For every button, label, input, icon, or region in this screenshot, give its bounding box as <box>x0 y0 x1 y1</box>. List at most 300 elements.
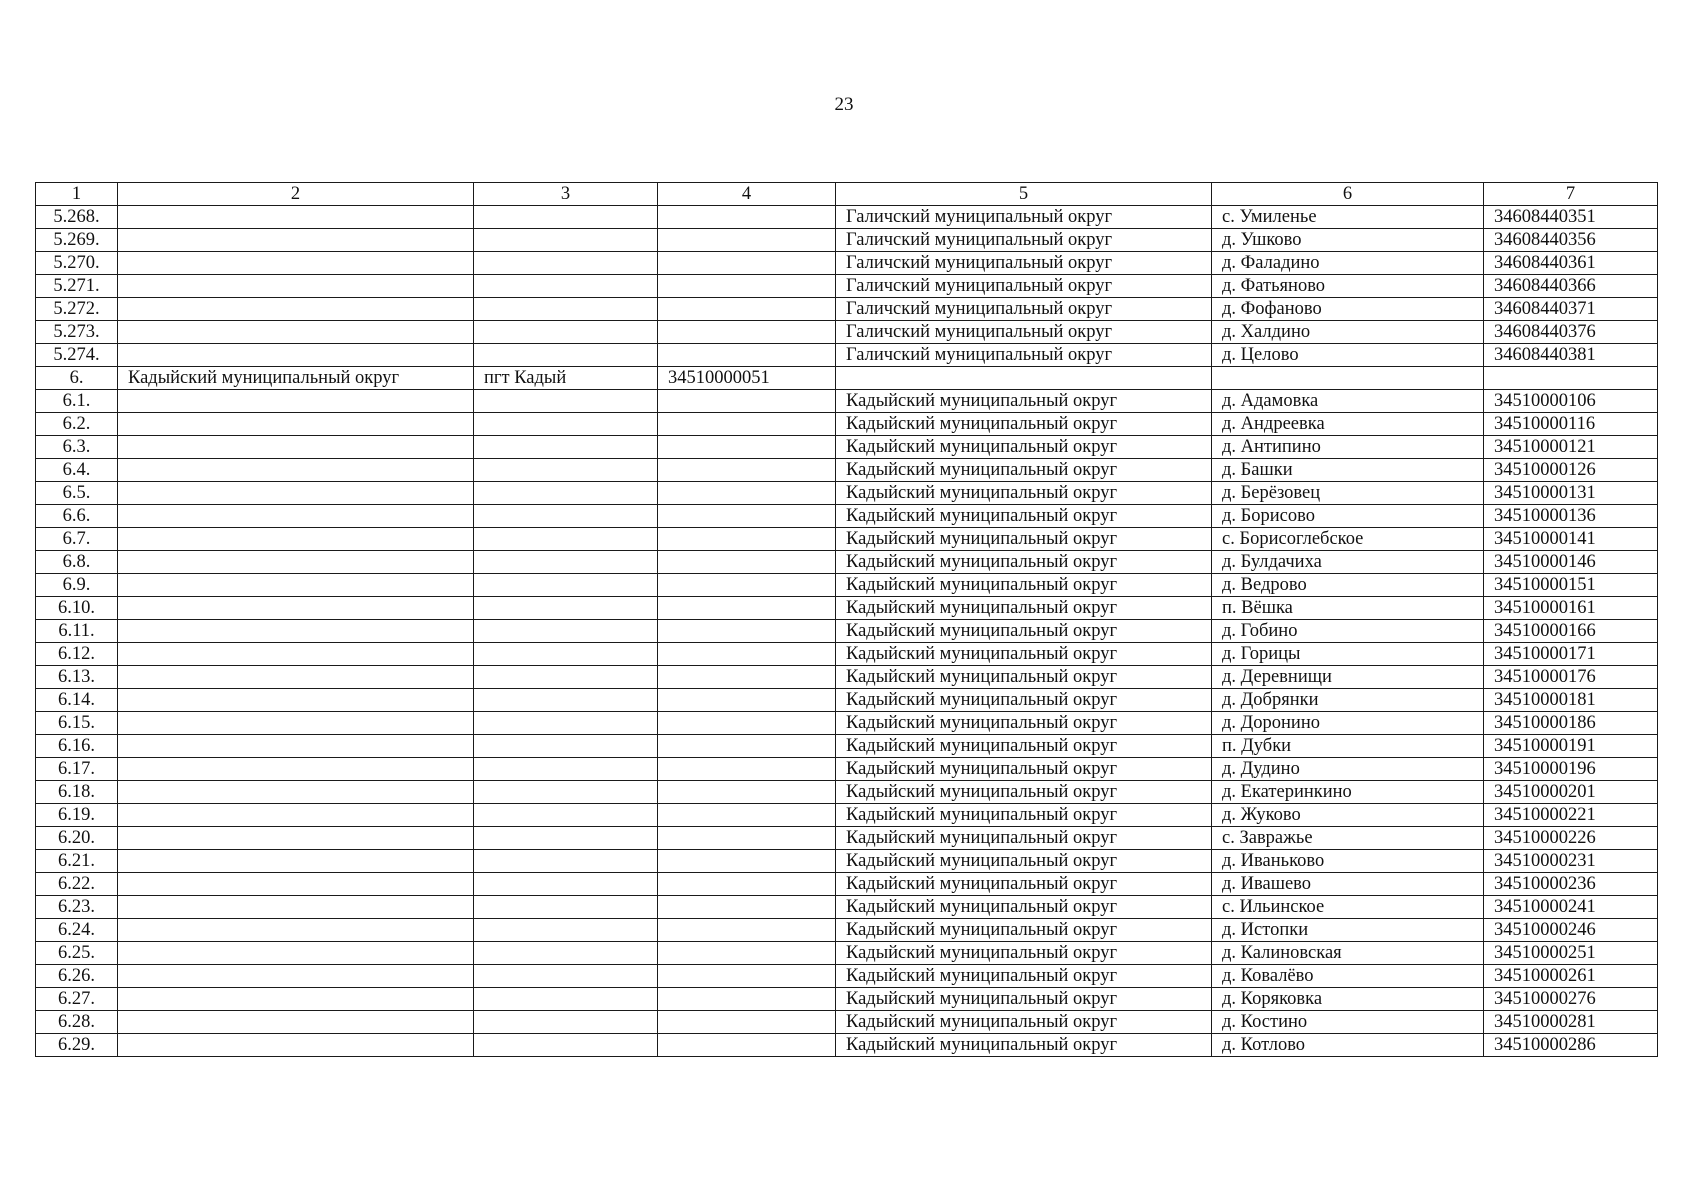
settlement-name-cell: д. Берёзовец <box>1212 482 1484 505</box>
district-code-cell <box>658 505 836 528</box>
district-code-cell <box>658 597 836 620</box>
admin-center-cell <box>474 275 658 298</box>
settlement-code-cell: 34510000191 <box>1484 735 1658 758</box>
settlement-name-cell: с. Умиленье <box>1212 206 1484 229</box>
district-code-cell <box>658 689 836 712</box>
settlement-code-cell: 34510000261 <box>1484 965 1658 988</box>
district-name-cell: Кадыйский муниципальный округ <box>118 367 474 390</box>
district-name-cell <box>118 689 474 712</box>
row-number-cell: 5.269. <box>36 229 118 252</box>
settlement-code-cell <box>1484 367 1658 390</box>
admin-center-cell <box>474 390 658 413</box>
table-row <box>36 689 1658 712</box>
settlement-code-cell: 34510000181 <box>1484 689 1658 712</box>
settlement-code-cell: 34510000106 <box>1484 390 1658 413</box>
municipality-name-cell: Галичский муниципальный округ <box>836 298 1212 321</box>
settlement-name-cell: д. Истопки <box>1212 919 1484 942</box>
admin-center-cell <box>474 689 658 712</box>
admin-center-cell <box>474 1034 658 1057</box>
settlement-code-cell: 34510000151 <box>1484 574 1658 597</box>
row-number-cell: 6.18. <box>36 781 118 804</box>
district-name-cell <box>118 873 474 896</box>
settlement-code-cell: 34608440351 <box>1484 206 1658 229</box>
settlement-code-cell: 34510000221 <box>1484 804 1658 827</box>
settlement-name-cell: д. Фатьяново <box>1212 275 1484 298</box>
table-row <box>36 505 1658 528</box>
settlement-name-cell: д. Ведрово <box>1212 574 1484 597</box>
settlement-code-cell: 34510000281 <box>1484 1011 1658 1034</box>
settlement-name-cell: д. Доронино <box>1212 712 1484 735</box>
district-code-cell <box>658 413 836 436</box>
municipality-name-cell: Кадыйский муниципальный округ <box>836 988 1212 1011</box>
district-name-cell <box>118 344 474 367</box>
settlement-code-cell: 34510000176 <box>1484 666 1658 689</box>
row-number-cell: 6.28. <box>36 1011 118 1034</box>
settlement-code-cell: 34510000126 <box>1484 459 1658 482</box>
settlement-name-cell: д. Адамовка <box>1212 390 1484 413</box>
district-code-cell <box>658 919 836 942</box>
municipality-name-cell: Галичский муниципальный округ <box>836 252 1212 275</box>
settlement-name-cell <box>1212 367 1484 390</box>
admin-center-cell <box>474 942 658 965</box>
district-code-cell <box>658 436 836 459</box>
row-number-cell: 6.17. <box>36 758 118 781</box>
settlement-name-cell: д. Гобино <box>1212 620 1484 643</box>
district-code-cell <box>658 459 836 482</box>
settlement-name-cell: д. Деревнищи <box>1212 666 1484 689</box>
row-number-cell: 6.23. <box>36 896 118 919</box>
district-name-cell <box>118 482 474 505</box>
district-name-cell <box>118 551 474 574</box>
row-number-cell: 6.27. <box>36 988 118 1011</box>
row-number-cell: 5.268. <box>36 206 118 229</box>
municipality-name-cell: Кадыйский муниципальный округ <box>836 1011 1212 1034</box>
district-code-cell <box>658 390 836 413</box>
row-number-cell: 6.8. <box>36 551 118 574</box>
settlement-code-cell: 34608440376 <box>1484 321 1658 344</box>
table-row <box>36 781 1658 804</box>
column-header: 3 <box>474 183 658 206</box>
district-name-cell <box>118 1011 474 1034</box>
municipality-name-cell: Кадыйский муниципальный округ <box>836 597 1212 620</box>
municipality-name-cell: Кадыйский муниципальный округ <box>836 873 1212 896</box>
table-row <box>36 321 1658 344</box>
admin-center-cell <box>474 528 658 551</box>
settlement-code-cell: 34510000121 <box>1484 436 1658 459</box>
settlement-name-cell: д. Фаладино <box>1212 252 1484 275</box>
district-code-cell <box>658 229 836 252</box>
settlement-name-cell: д. Иваньково <box>1212 850 1484 873</box>
row-number-cell: 5.274. <box>36 344 118 367</box>
district-code-cell <box>658 735 836 758</box>
municipality-name-cell: Кадыйский муниципальный округ <box>836 459 1212 482</box>
municipality-name-cell: Кадыйский муниципальный округ <box>836 505 1212 528</box>
table-row <box>36 758 1658 781</box>
district-code-cell <box>658 712 836 735</box>
table-row <box>36 528 1658 551</box>
district-name-cell <box>118 321 474 344</box>
row-number-cell: 6.7. <box>36 528 118 551</box>
column-header: 5 <box>836 183 1212 206</box>
settlement-code-cell: 34510000231 <box>1484 850 1658 873</box>
row-number-cell: 6.12. <box>36 643 118 666</box>
settlement-name-cell: д. Ковалёво <box>1212 965 1484 988</box>
table-row <box>36 367 1658 390</box>
municipality-name-cell: Кадыйский муниципальный округ <box>836 919 1212 942</box>
municipality-name-cell: Кадыйский муниципальный округ <box>836 643 1212 666</box>
district-code-cell <box>658 988 836 1011</box>
settlement-name-cell: д. Борисово <box>1212 505 1484 528</box>
settlement-name-cell: д. Халдино <box>1212 321 1484 344</box>
table-row <box>36 896 1658 919</box>
municipality-name-cell: Галичский муниципальный округ <box>836 206 1212 229</box>
municipality-name-cell: Галичский муниципальный округ <box>836 275 1212 298</box>
settlement-code-cell: 34510000186 <box>1484 712 1658 735</box>
table-row <box>36 436 1658 459</box>
settlement-code-cell: 34510000241 <box>1484 896 1658 919</box>
admin-center-cell <box>474 620 658 643</box>
district-name-cell <box>118 252 474 275</box>
district-name-cell <box>118 436 474 459</box>
district-name-cell <box>118 574 474 597</box>
municipality-name-cell: Кадыйский муниципальный округ <box>836 804 1212 827</box>
district-code-cell <box>658 1034 836 1057</box>
district-code-cell <box>658 942 836 965</box>
admin-center-cell <box>474 827 658 850</box>
admin-center-cell <box>474 804 658 827</box>
admin-center-cell <box>474 643 658 666</box>
settlement-code-cell: 34510000161 <box>1484 597 1658 620</box>
district-code-cell <box>658 758 836 781</box>
row-number-cell: 6.4. <box>36 459 118 482</box>
table-row <box>36 1034 1658 1057</box>
admin-center-cell <box>474 781 658 804</box>
district-name-cell <box>118 919 474 942</box>
settlement-code-cell: 34510000116 <box>1484 413 1658 436</box>
admin-center-cell <box>474 505 658 528</box>
admin-center-cell <box>474 298 658 321</box>
settlement-code-cell: 34510000136 <box>1484 505 1658 528</box>
admin-center-cell <box>474 965 658 988</box>
row-number-cell: 6. <box>36 367 118 390</box>
table-row <box>36 919 1658 942</box>
row-number-cell: 5.272. <box>36 298 118 321</box>
settlement-name-cell: д. Андреевка <box>1212 413 1484 436</box>
municipality-name-cell: Кадыйский муниципальный округ <box>836 689 1212 712</box>
district-name-cell <box>118 505 474 528</box>
table-row <box>36 712 1658 735</box>
settlement-name-cell: д. Булдачиха <box>1212 551 1484 574</box>
district-name-cell <box>118 275 474 298</box>
admin-center-cell <box>474 758 658 781</box>
settlement-name-cell: д. Ушково <box>1212 229 1484 252</box>
table-row <box>36 298 1658 321</box>
column-header: 7 <box>1484 183 1658 206</box>
settlement-code-cell: 34510000246 <box>1484 919 1658 942</box>
table-row <box>36 390 1658 413</box>
municipality-name-cell: Кадыйский муниципальный округ <box>836 965 1212 988</box>
district-code-cell <box>658 321 836 344</box>
settlement-name-cell: д. Екатеринкино <box>1212 781 1484 804</box>
settlement-code-cell: 34510000226 <box>1484 827 1658 850</box>
municipality-name-cell: Кадыйский муниципальный округ <box>836 574 1212 597</box>
row-number-cell: 5.270. <box>36 252 118 275</box>
district-code-cell <box>658 252 836 275</box>
table-row <box>36 965 1658 988</box>
settlement-name-cell: д. Добрянки <box>1212 689 1484 712</box>
table-row <box>36 574 1658 597</box>
settlement-code-cell: 34510000196 <box>1484 758 1658 781</box>
district-name-cell <box>118 459 474 482</box>
district-code-cell <box>658 873 836 896</box>
settlement-name-cell: д. Ивашево <box>1212 873 1484 896</box>
admin-center-cell <box>474 988 658 1011</box>
row-number-cell: 6.2. <box>36 413 118 436</box>
settlement-code-cell: 34608440366 <box>1484 275 1658 298</box>
settlement-code-cell: 34510000141 <box>1484 528 1658 551</box>
municipality-name-cell: Кадыйский муниципальный округ <box>836 620 1212 643</box>
district-name-cell <box>118 298 474 321</box>
admin-center-cell: пгт Кадый <box>474 367 658 390</box>
row-number-cell: 6.21. <box>36 850 118 873</box>
row-number-cell: 6.13. <box>36 666 118 689</box>
district-code-cell <box>658 827 836 850</box>
settlement-code-cell: 34510000201 <box>1484 781 1658 804</box>
district-name-cell <box>118 735 474 758</box>
district-name-cell <box>118 229 474 252</box>
municipality-name-cell: Кадыйский муниципальный округ <box>836 666 1212 689</box>
table-row <box>36 735 1658 758</box>
district-name-cell <box>118 804 474 827</box>
settlement-code-cell: 34608440371 <box>1484 298 1658 321</box>
page-number: 23 <box>834 94 854 115</box>
district-name-cell <box>118 620 474 643</box>
admin-center-cell <box>474 229 658 252</box>
district-name-cell <box>118 643 474 666</box>
settlement-code-cell: 34510000236 <box>1484 873 1658 896</box>
table-row <box>36 551 1658 574</box>
district-code-cell <box>658 551 836 574</box>
admin-center-cell <box>474 206 658 229</box>
municipality-name-cell: Кадыйский муниципальный округ <box>836 528 1212 551</box>
settlement-code-cell: 34510000166 <box>1484 620 1658 643</box>
district-code-cell <box>658 206 836 229</box>
column-header: 4 <box>658 183 836 206</box>
municipality-name-cell: Кадыйский муниципальный округ <box>836 551 1212 574</box>
district-name-cell <box>118 781 474 804</box>
settlement-name-cell: п. Вёшка <box>1212 597 1484 620</box>
district-code-cell <box>658 965 836 988</box>
table-row <box>36 252 1658 275</box>
admin-center-cell <box>474 413 658 436</box>
table-row <box>36 229 1658 252</box>
district-code-cell <box>658 482 836 505</box>
row-number-cell: 6.29. <box>36 1034 118 1057</box>
district-code-cell <box>658 666 836 689</box>
row-number-cell: 6.11. <box>36 620 118 643</box>
settlement-name-cell: д. Целово <box>1212 344 1484 367</box>
row-number-cell: 5.273. <box>36 321 118 344</box>
row-number-cell: 6.5. <box>36 482 118 505</box>
row-number-cell: 6.19. <box>36 804 118 827</box>
table-row <box>36 804 1658 827</box>
table-row <box>36 850 1658 873</box>
municipality-name-cell: Кадыйский муниципальный округ <box>836 850 1212 873</box>
district-name-cell <box>118 942 474 965</box>
row-number-cell: 6.26. <box>36 965 118 988</box>
municipality-name-cell: Галичский муниципальный округ <box>836 344 1212 367</box>
settlement-name-cell: с. Ильинское <box>1212 896 1484 919</box>
settlement-name-cell: д. Антипино <box>1212 436 1484 459</box>
municipality-name-cell: Кадыйский муниципальный округ <box>836 735 1212 758</box>
settlement-name-cell: с. Завражье <box>1212 827 1484 850</box>
settlement-name-cell: д. Костино <box>1212 1011 1484 1034</box>
municipality-name-cell: Галичский муниципальный округ <box>836 321 1212 344</box>
district-name-cell <box>118 528 474 551</box>
admin-center-cell <box>474 344 658 367</box>
district-name-cell <box>118 390 474 413</box>
row-number-cell: 6.22. <box>36 873 118 896</box>
row-number-cell: 6.25. <box>36 942 118 965</box>
row-number-cell: 6.15. <box>36 712 118 735</box>
settlement-code-cell: 34608440361 <box>1484 252 1658 275</box>
district-name-cell <box>118 850 474 873</box>
district-code-cell <box>658 344 836 367</box>
settlement-name-cell: д. Жуково <box>1212 804 1484 827</box>
settlement-code-cell: 34510000276 <box>1484 988 1658 1011</box>
admin-center-cell <box>474 321 658 344</box>
municipality-name-cell: Кадыйский муниципальный округ <box>836 712 1212 735</box>
table-row <box>36 413 1658 436</box>
admin-center-cell <box>474 919 658 942</box>
table-row <box>36 643 1658 666</box>
table-body <box>36 206 1658 1057</box>
district-name-cell <box>118 896 474 919</box>
district-code-cell <box>658 643 836 666</box>
table-row <box>36 1011 1658 1034</box>
admin-center-cell <box>474 1011 658 1034</box>
table-row <box>36 344 1658 367</box>
district-name-cell <box>118 758 474 781</box>
settlement-code-cell: 34510000171 <box>1484 643 1658 666</box>
admin-center-cell <box>474 597 658 620</box>
row-number-cell: 6.3. <box>36 436 118 459</box>
admin-center-cell <box>474 712 658 735</box>
row-number-cell: 6.9. <box>36 574 118 597</box>
table-row <box>36 942 1658 965</box>
table-row <box>36 206 1658 229</box>
table-row <box>36 275 1658 298</box>
settlement-code-cell: 34510000146 <box>1484 551 1658 574</box>
row-number-cell: 6.20. <box>36 827 118 850</box>
settlement-name-cell: п. Дубки <box>1212 735 1484 758</box>
district-name-cell <box>118 597 474 620</box>
admin-center-cell <box>474 252 658 275</box>
municipality-name-cell: Кадыйский муниципальный округ <box>836 1034 1212 1057</box>
table-row <box>36 482 1658 505</box>
row-number-cell: 6.16. <box>36 735 118 758</box>
municipality-name-cell: Кадыйский муниципальный округ <box>836 781 1212 804</box>
district-name-cell <box>118 413 474 436</box>
admin-center-cell <box>474 735 658 758</box>
district-code-cell <box>658 620 836 643</box>
settlement-code-cell: 34510000251 <box>1484 942 1658 965</box>
district-name-cell <box>118 206 474 229</box>
district-code-cell <box>658 528 836 551</box>
settlement-name-cell: д. Фофаново <box>1212 298 1484 321</box>
district-code-cell: 34510000051 <box>658 367 836 390</box>
municipality-name-cell <box>836 367 1212 390</box>
municipality-name-cell: Кадыйский муниципальный округ <box>836 942 1212 965</box>
admin-center-cell <box>474 850 658 873</box>
district-name-cell <box>118 988 474 1011</box>
column-number-row <box>36 183 1658 206</box>
table-row <box>36 666 1658 689</box>
row-number-cell: 6.6. <box>36 505 118 528</box>
settlement-code-cell: 34510000286 <box>1484 1034 1658 1057</box>
table-row <box>36 459 1658 482</box>
district-code-cell <box>658 781 836 804</box>
settlement-name-cell: д. Котлово <box>1212 1034 1484 1057</box>
table-row <box>36 988 1658 1011</box>
column-header: 2 <box>118 183 474 206</box>
municipality-name-cell: Кадыйский муниципальный округ <box>836 896 1212 919</box>
admin-center-cell <box>474 551 658 574</box>
municipality-name-cell: Галичский муниципальный округ <box>836 229 1212 252</box>
district-code-cell <box>658 1011 836 1034</box>
district-name-cell <box>118 1034 474 1057</box>
admin-center-cell <box>474 873 658 896</box>
admin-center-cell <box>474 436 658 459</box>
row-number-cell: 6.24. <box>36 919 118 942</box>
settlement-name-cell: д. Горицы <box>1212 643 1484 666</box>
row-number-cell: 6.10. <box>36 597 118 620</box>
admin-center-cell <box>474 896 658 919</box>
admin-center-cell <box>474 459 658 482</box>
table-row <box>36 620 1658 643</box>
settlement-name-cell: д. Коряковка <box>1212 988 1484 1011</box>
district-name-cell <box>118 827 474 850</box>
admin-center-cell <box>474 666 658 689</box>
district-code-cell <box>658 298 836 321</box>
district-code-cell <box>658 850 836 873</box>
municipality-name-cell: Кадыйский муниципальный округ <box>836 827 1212 850</box>
district-code-cell <box>658 804 836 827</box>
district-code-cell <box>658 896 836 919</box>
district-name-cell <box>118 965 474 988</box>
settlement-name-cell: с. Борисоглебское <box>1212 528 1484 551</box>
table-row <box>36 827 1658 850</box>
column-header: 6 <box>1212 183 1484 206</box>
district-name-cell <box>118 666 474 689</box>
municipality-name-cell: Кадыйский муниципальный округ <box>836 758 1212 781</box>
admin-center-cell <box>474 482 658 505</box>
row-number-cell: 5.271. <box>36 275 118 298</box>
municipality-name-cell: Кадыйский муниципальный округ <box>836 436 1212 459</box>
table-row <box>36 597 1658 620</box>
district-code-cell <box>658 275 836 298</box>
row-number-cell: 6.14. <box>36 689 118 712</box>
municipality-name-cell: Кадыйский муниципальный округ <box>836 413 1212 436</box>
settlement-name-cell: д. Башки <box>1212 459 1484 482</box>
municipality-name-cell: Кадыйский муниципальный округ <box>836 390 1212 413</box>
municipality-name-cell: Кадыйский муниципальный округ <box>836 482 1212 505</box>
settlements-table <box>35 182 1658 1057</box>
district-name-cell <box>118 712 474 735</box>
row-number-cell: 6.1. <box>36 390 118 413</box>
district-code-cell <box>658 574 836 597</box>
settlement-code-cell: 34608440381 <box>1484 344 1658 367</box>
